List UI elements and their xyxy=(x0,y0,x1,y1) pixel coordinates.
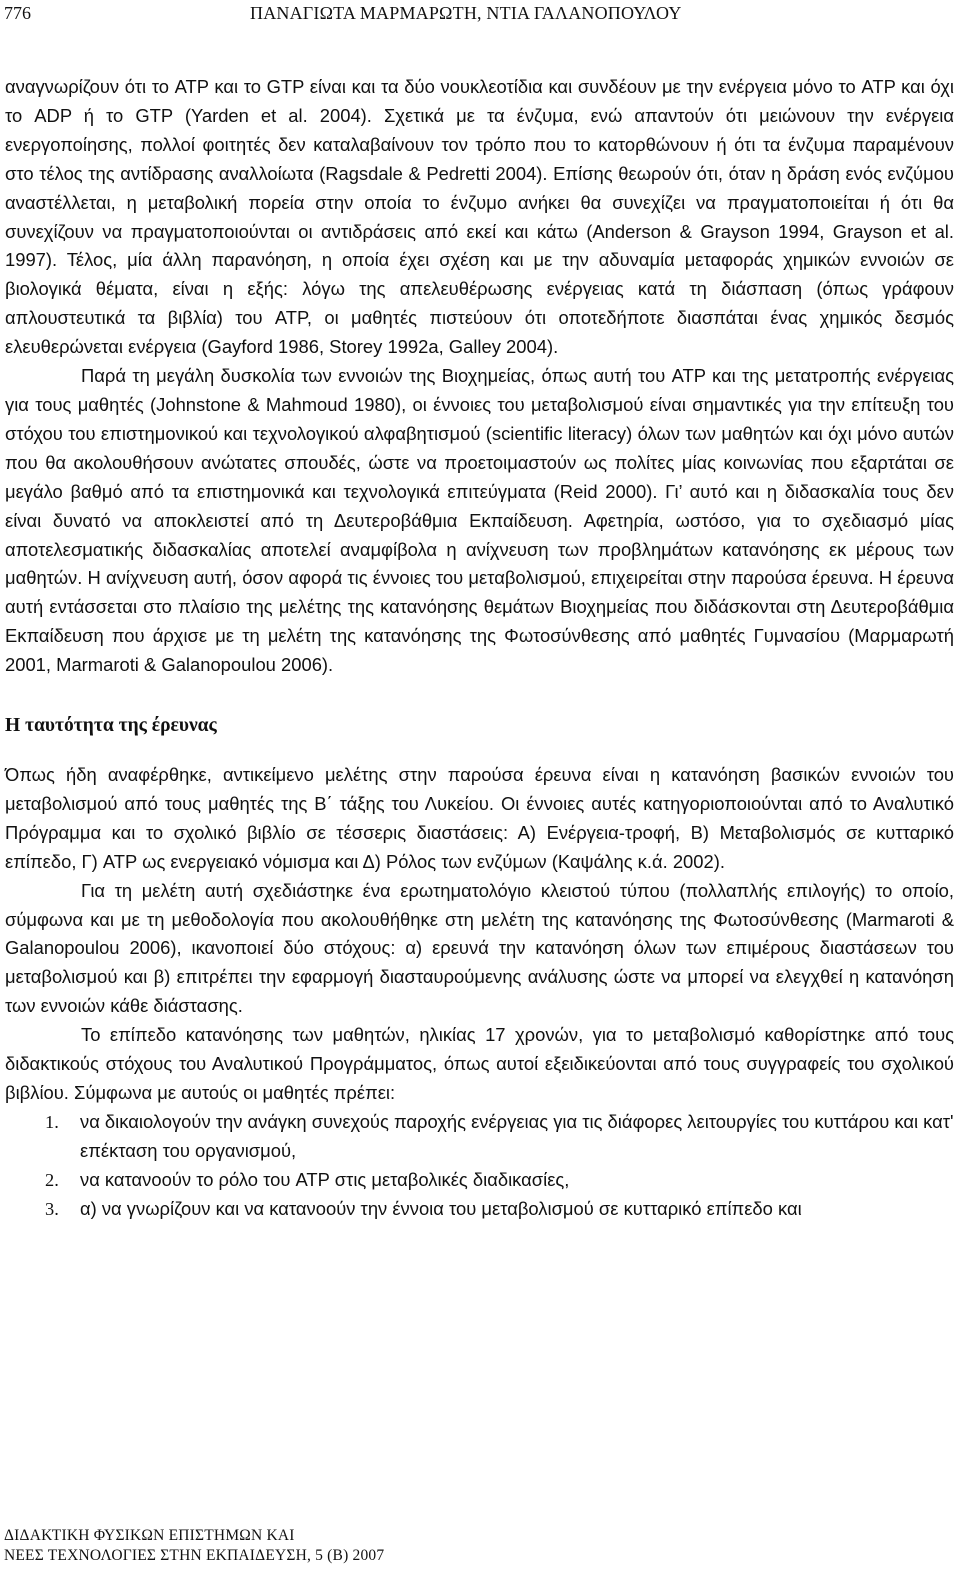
page-footer xyxy=(4,1526,384,1565)
paragraph-4: Για τη μελέτη αυτή σχεδιάστηκε ένα ερωτηματολόγιο κλειστού τύπου (πολλαπλής επιλογής) το οποίο, σύμφωνα και με τη μεθοδολογία που ακολουθήθηκε στη μελέτη της κατανόησης της Φωτοσύνθεσης (Marmaroti & Galanopoulou 2006), ικανοποιεί δύο στόχους: α) ερευνά την κατανόηση όλων των επιμέρους διαστάσεων του μεταβολισμού και β) επιτρέπει την εφαρμογή διασταυρούμενης ανάλυσης ώστε να μπορεί να ελεγχθεί η κατανόηση των εννοιών κάθε διάστασης. xyxy=(5,879,954,1017)
list-item-number: 2. xyxy=(45,1169,59,1190)
list-item xyxy=(5,1108,954,1166)
footer-journal-line-2: ΝΕΕΣ ΤΕΧΝΟΛΟΓΙΕΣ ΣΤΗΝ ΕΚΠΑΙΔΕΥΣΗ, 5 (Β) 2007 xyxy=(4,1546,385,1564)
page-number: 776 xyxy=(4,3,31,23)
article-body xyxy=(5,73,954,1224)
objectives-list xyxy=(5,1108,954,1224)
list-item xyxy=(5,1166,954,1195)
running-head-authors: ΠΑΝΑΓΙΩΤΑ ΜΑΡΜΑΡΩΤΗ, ΝΤΙΑ ΓΑΛΑΝΟΠΟΥΛΟΥ xyxy=(250,3,682,23)
paragraph-1: αναγνωρίζουν ότι το ATP και το GTP είναι και τα δύο νουκλεοτίδια και συνδέουν με την ενέργεια μόνο το ATP και όχι το ADP ή το GTP (Yarden et al. 2004). Σχετικά με τα ένζυμα, ενώ απαντούν ότι μειώνουν την ενέργεια ενεργοποίησης, πολλοί φοιτητές δεν καταλαβαίνουν τον τρόπο που το κατορθώνουν ή ότι τα ένζυμα παραμένουν στο τέλος της αντίδρασης αναλλοίωτα (Ragsdale & Pedretti 2004). Επίσης θεωρούν ότι, όταν η δράση ενός ενζύμου αναστέλλεται, η μεταβολική πορεία στην οποία το ένζυμο ανήκει θα συνεχίζει να πραγματοποιείται ή ότι θα συνεχίζουν να πραγματοποιούνται οι αντιδράσεις από εκεί και κάτω (Anderson & Grayson 1994, Grayson et al. 1997). Τέλος, μία άλλη παρανόηση, η οποία έχει σχέση και με την αδυναμία μεταφοράς χημικών εννοιών σε βιολογικά θέματα, είναι η εξής: λόγω της απελευθέρωσης ενέργειας κατά τη διάσπαση (όπως γράφουν απλουστευτικά τα βιβλία) του ATP, οι μαθητές πιστεύουν ότι οποτεδήποτε διασπάται ένας χημικός δεσμός ελευθερώνεται ενέργεια (Gayford 1986, Storey 1992a, Galley 2004). xyxy=(5,76,954,358)
list-item-number: 3. xyxy=(45,1198,59,1219)
paragraph-3: Όπως ήδη αναφέρθηκε, αντικείμενο μελέτης στην παρούσα έρευνα είναι η κατανόηση βασικών εννοιών του μεταβολισμού από τους μαθητές της Β΄ τάξης του Λυκείου. Οι έννοιες αυτές κατηγοριοποιούνται από το Αναλυτικό Πρόγραμμα και το σχολικό βιβλίο σε τέσσερις διαστάσεις: Α) Ενέργεια-τροφή, Β) Μεταβολισμός σε κυτταρικό επίπεδο, Γ) ATP ως ενεργειακό νόμισμα και Δ) Ρόλος των ενζύμων (Καψάλης κ.ά. 2002). xyxy=(5,764,954,872)
list-item xyxy=(5,1195,954,1224)
list-item-text: να δικαιολογούν την ανάγκη συνεχούς παροχής ενέργειας για τις διάφορες λειτουργίες του κυττάρου και κατ' επέκταση του οργανισμού, xyxy=(80,1110,954,1161)
list-item-text: α) να γνωρίζουν και να κατανοούν την έννοια του μεταβολισμού σε κυτταρικό επίπεδο και xyxy=(80,1197,802,1219)
paragraph-5: Το επίπεδο κατανόησης των μαθητών, ηλικίας 17 χρονών, για το μεταβολισμό καθορίστηκε από τους διδακτικούς στόχους του Αναλυτικού Προγράμματος, όπως αυτοί εξειδικεύονται από τους συγγραφείς του σχολικού βιβλίου. Σύμφωνα με αυτούς οι μαθητές πρέπει: xyxy=(5,1024,954,1103)
section-heading: Η ταυτότητα της έρευνας xyxy=(5,715,217,737)
paragraph-2: Παρά τη μεγάλη δυσκολία των εννοιών της Βιοχημείας, όπως αυτή του ATP και της μετατροπής ενέργειας για τους μαθητές (Johnstone & Mahmoud 1980), οι έννοιες του μεταβολισμού είναι σημαντικές για την επίτευξη του στόχου του επιστημονικού και τεχνολογικού αλφαβητισμού (scientific literacy) όλων των μαθητών και όχι μόνο αυτών που θα ακολουθήσουν ανώτατες σπουδές, ώστε να προετοιμαστούν ως πολίτες μίας κοινωνίας που εξαρτάται σε μεγάλο βαθμό από τα επιστημονικά και τεχνολογικά επιτεύγματα (Reid 2000). Γι’ αυτό και η διδασκαλία τους δεν είναι δυνατό να αποκλειστεί από τη Δευτεροβάθμια Εκπαίδευση. Αφετηρία, ωστόσο, για το σχεδιασμό μίας αποτελεσματικής διδασκαλίας αποτελεί αναμφίβολα η ανίχνευση των προβλημάτων κατανόησης εκ μέρους των μαθητών. Η ανίχνευση αυτή, όσον αφορά τις έννοιες του μεταβολισμού, επιχειρείται στην παρούσα έρευνα. Η έρευνα αυτή εντάσσεται στο πλαίσιο της μελέτης της κατανόησης θεμάτων Βιοχημείας που διδάσκονται στη Δευτεροβάθμια Εκπαίδευση που άρχισε με τη μελέτη της κατανόησης της Φωτοσύνθεσης από μαθητές Γυμνασίου (Μαρμαρωτή 2001, Marmaroti & Galanopoulou 2006). xyxy=(5,365,954,676)
footer-journal-line-1: ΔΙΔΑΚΤΙΚΗ ΦΥΣΙΚΩΝ ΕΠΙΣΤΗΜΩΝ ΚΑΙ xyxy=(4,1527,295,1544)
page-header xyxy=(4,2,952,24)
list-item-number: 1. xyxy=(45,1111,59,1132)
list-item-text: να κατανοούν το ρόλο του ATP στις μεταβολικές διαδικασίες, xyxy=(80,1168,570,1190)
